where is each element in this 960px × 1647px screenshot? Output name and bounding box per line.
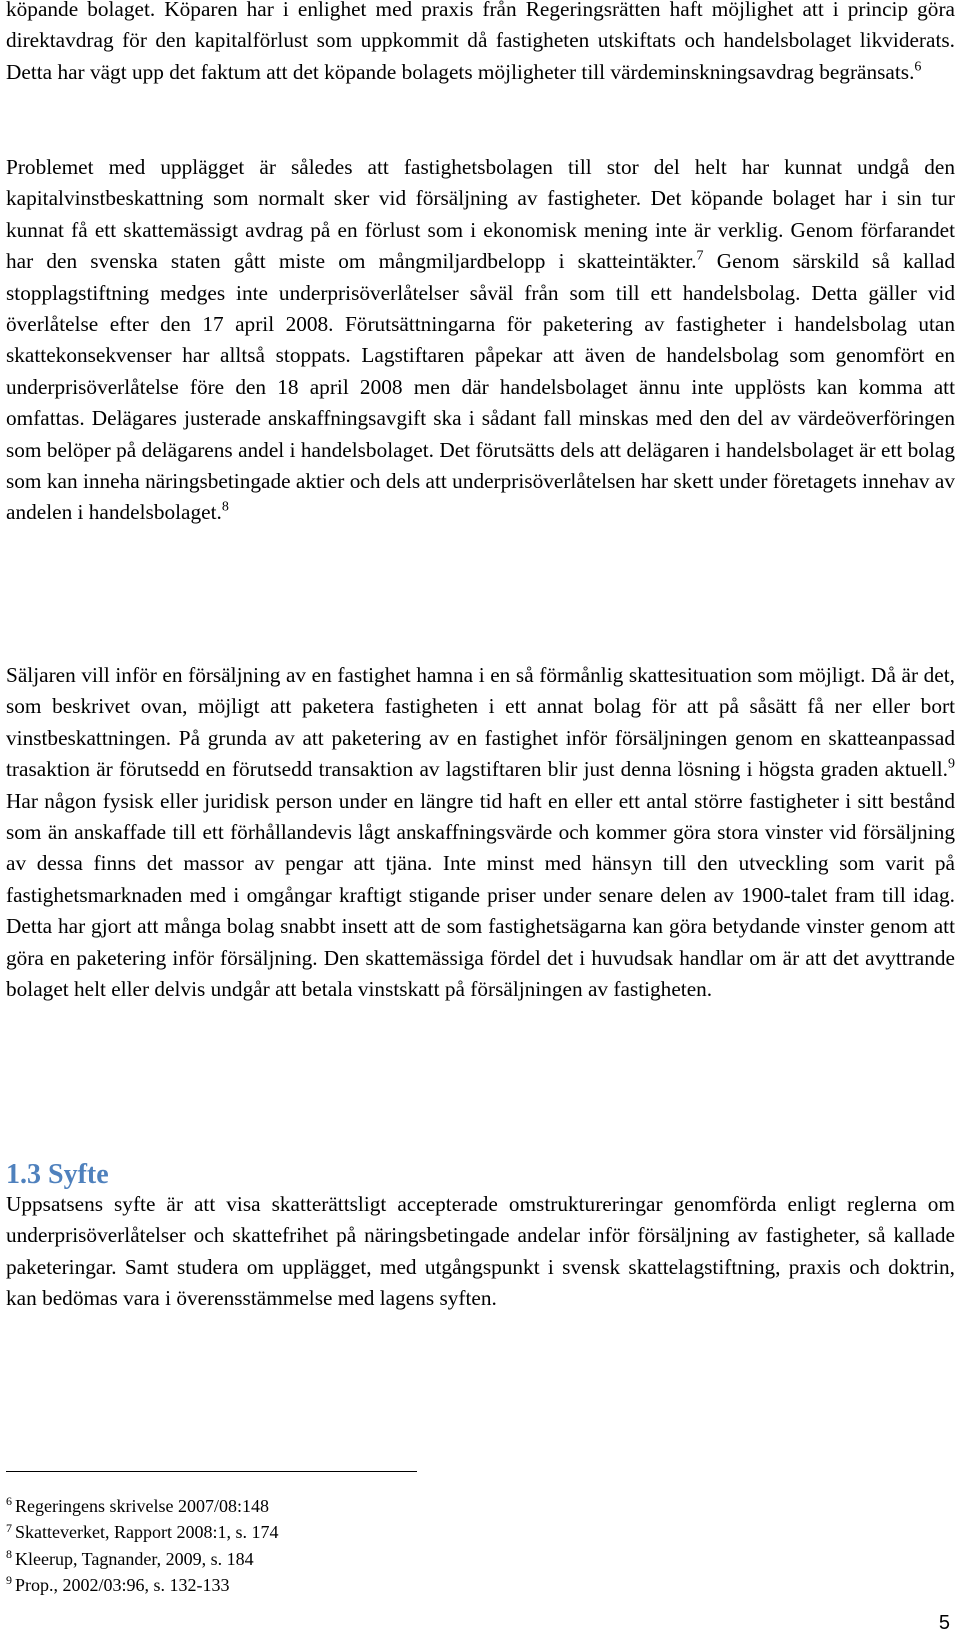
section-heading — [6, 1158, 109, 1192]
body-paragraph-4 — [6, 1189, 955, 1315]
footnote-text: Skatteverket, Rapport 2008:1, s. 174 — [15, 1522, 279, 1543]
footnote-reference[interactable]: 9 — [948, 756, 955, 772]
paragraph-text: Problemet med upplägget är således att fastighetsbolagen till stor del helt har kunnat undgå den kapitalvinstbeskattning som normalt sker vid försäljning av fastigheter. Det köpande bolaget har i sin tur kunnat få ett skattemässigt avdrag på en förlust som i ekonomisk mening inte är verklig. Genom förfarandet har den svenska staten gått miste om mångmiljardbelopp i skatteintäkter. — [6, 155, 955, 274]
footnote-reference[interactable]: 6 — [914, 59, 922, 75]
page-number: 5 — [938, 1612, 950, 1634]
footnote-number: 9 — [6, 1573, 12, 1588]
footnote-item — [6, 1546, 806, 1572]
footnote-number: 8 — [6, 1547, 12, 1561]
footnote-separator — [6, 1471, 417, 1472]
section-title: Syfte — [48, 1159, 109, 1190]
body-paragraph-1 — [6, 0, 955, 88]
paragraph-text: Uppsatsens syfte är att visa skatterättsligt accepterade omstruktureringar genomförda enligt reglerna om underprisöverlåtelser och skattefrihet på näringsbetingade andelar inför försäljning av fastigheter, så kallade paketeringar. Samt studera om upplägget, med utgångspunkt i svensk skattelagstiftning, praxis och doktrin, kan bedömas vara i överensstämmelse med lagens syften. — [6, 1192, 955, 1311]
footnote-text: Prop., 2002/03:96, s. 132-133 — [15, 1574, 230, 1595]
paragraph-text: köpande bolaget. Köparen har i enlighet med praxis från Regeringsrätten haft möjlighet att i princip göra direktavdrag för den kapitalförlust som uppkommit då fastigheten utskiftats och handelsbolaget likviderats. Detta har vägt upp det faktum att det köpande bolagets möjligheter till värdeminskningsavdrag begränsats. — [6, 0, 955, 84]
section-number: 1.3 — [6, 1159, 41, 1190]
footnote-text: Kleerup, Tagnander, 2009, s. 184 — [15, 1548, 254, 1569]
footnotes — [6, 1493, 806, 1598]
body-paragraph-2 — [6, 152, 955, 529]
footnote-number: 6 — [6, 1494, 12, 1509]
body-paragraph-3 — [6, 660, 955, 1005]
paragraph-text: Genom särskild så kallad stopplagstiftning medges inte underprisöverlåtelser såväl från som till ett handelsbolag. Detta gäller vid överlåtelse efter den 17 april 2008. Förutsättningarna för paketering av fastigheter i handelsbolag utan skattekonsekvenser har alltså stoppats. Lagstiftaren påpekar att även de handelsbolag som genomfört en underprisöverlåtelse före den 18 april 2008 men där handelsbolaget ännu inte upplösts kan komma att omfattas. Delägares justerade anskaffningsavgift ska i sådant fall minskas med den del av värdeöverföringen som belöper på delägarens andel i handelsbolaget. Det förutsätts dels att delägaren i handelsbolaget är ett bolag som kan inneha näringsbetingade aktier och dels att underprisöverlåtelsen har skett under företagets innehav av andelen i handelsbolaget. — [6, 249, 955, 525]
footnote-item — [6, 1493, 806, 1519]
footnote-item — [6, 1572, 806, 1598]
footnote-reference[interactable]: 7 — [696, 248, 704, 264]
footnote-number: 7 — [6, 1520, 12, 1535]
paragraph-text: Säljaren vill inför en försäljning av en fastighet hamna i en så förmånlig skattesituation som möjligt. Då är det, som beskrivet ovan, möjligt att paketera fastigheten i ett annat bolag för att på såsätt få ner eller bort vinstbeskattningen. På grunda av att paketering av en fastighet inför försäljningen genom en skatteanpassad trasaktion är förutsedd en förutsedd transaktion av lagstiftaren blir just denna lösning i högsta graden aktuell. — [6, 663, 955, 782]
paragraph-text: Har någon fysisk eller juridisk person under en längre tid haft en eller ett antal större fastigheter i sitt bestånd som än anskaffade till ett förhållandevis lågt anskaffningsvärde och kommer göra stora vinster vid försäljning av dessa finns det massor av pengar att tjäna. Inte minst med hänsyn till den utveckling som varit på fastighetsmarknaden med i omgångar kraftigt stigande priser under senare delen av 1900-talet fram till idag. Detta har gjort att många bolag snabbt insett att de som fastighetsägarna kan göra betydande vinster genom att göra en paketering inför försäljning. Den skattemässiga fördel det i huvudsak handlar om är att det avyttrande bolaget helt eller delvis undgår att betala vinstskatt på försäljningen av fastigheten. — [6, 788, 955, 1002]
footnote-reference[interactable]: 8 — [221, 500, 229, 516]
footnote-item — [6, 1519, 806, 1545]
footnote-text: Regeringens skrivelse 2007/08:148 — [15, 1496, 269, 1516]
